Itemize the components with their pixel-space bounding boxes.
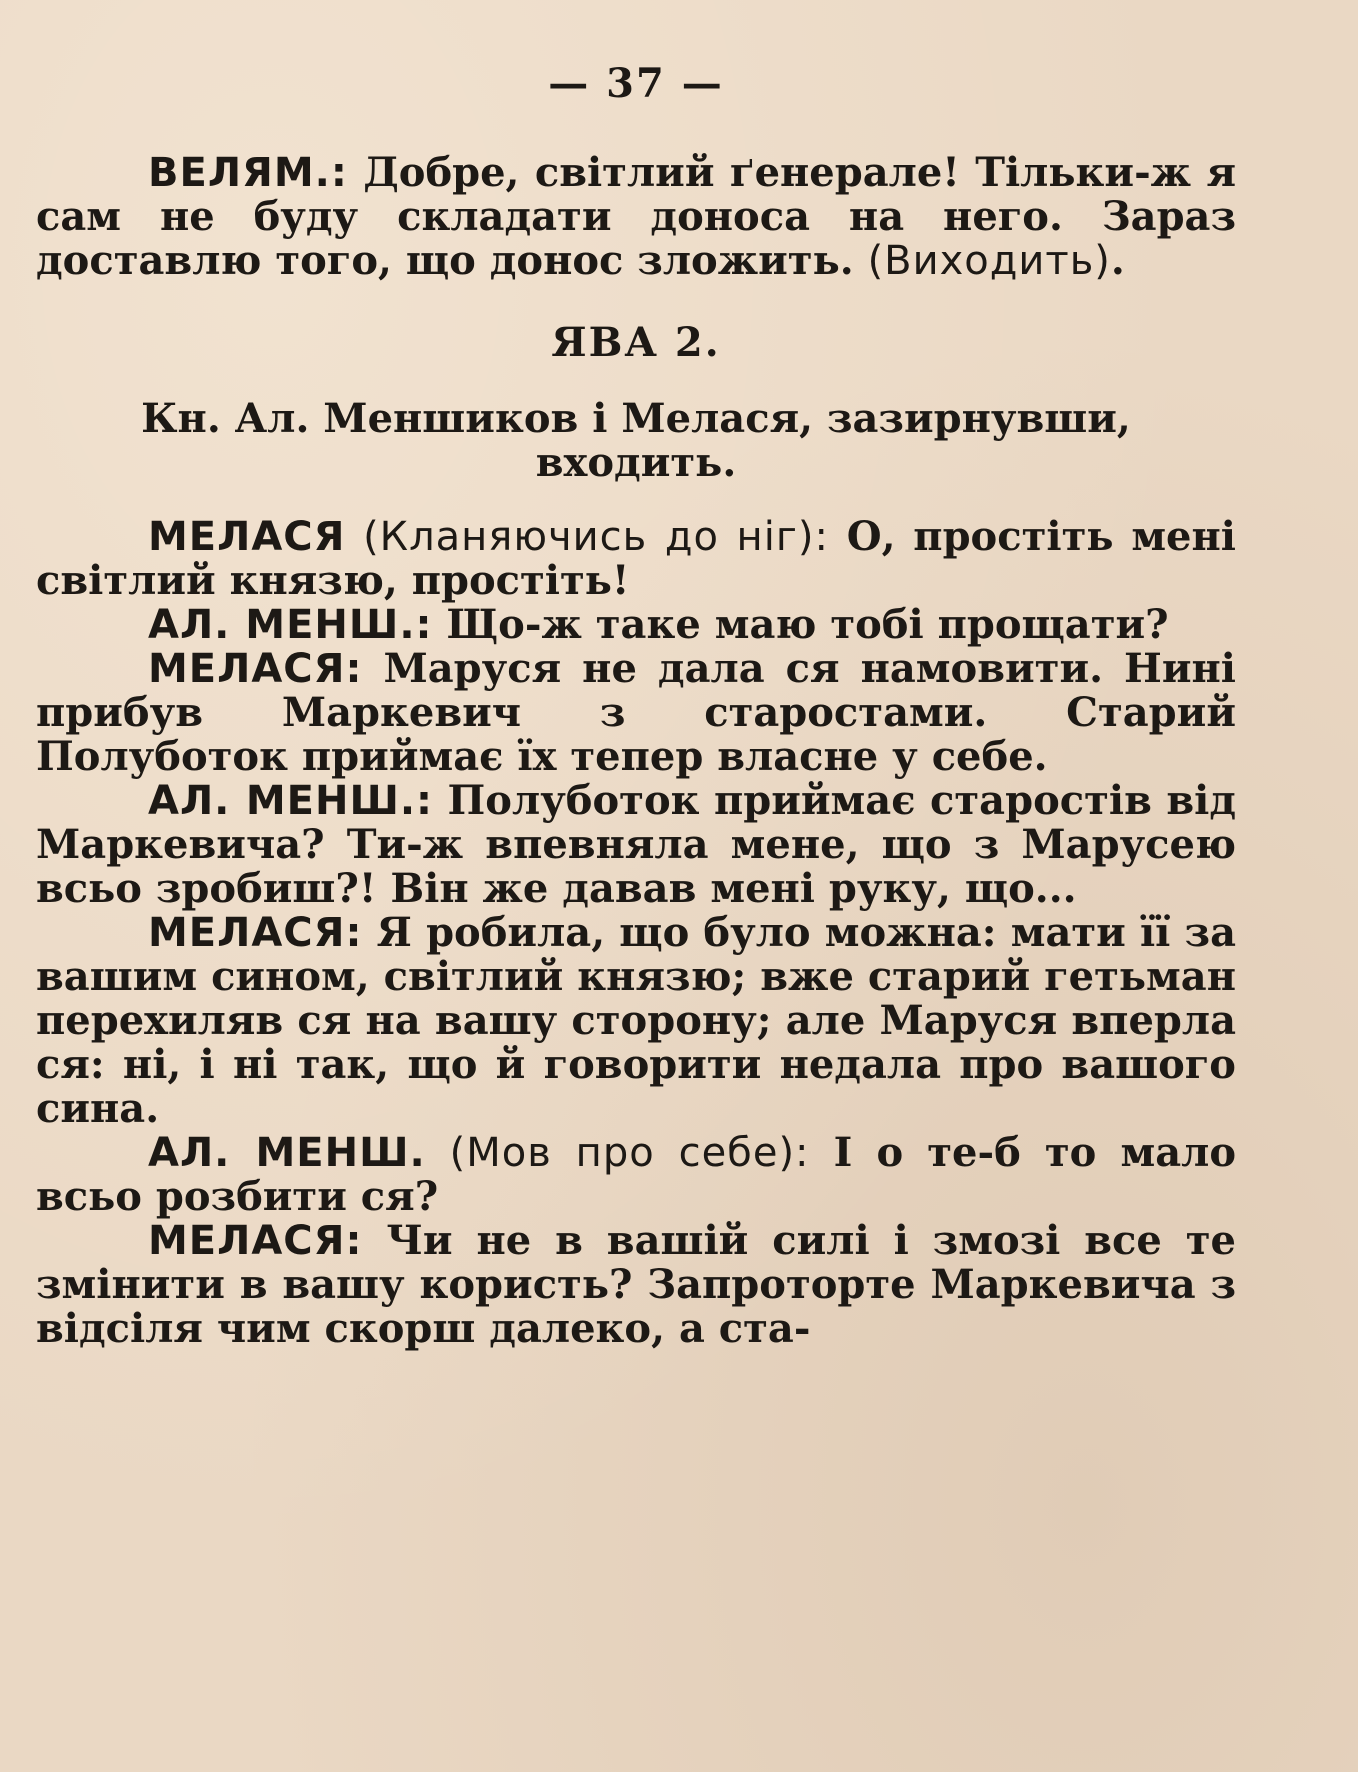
stage-direction: Кн. Ал. Меншиков і Мелася, зазирнувши, входить. [141, 395, 1131, 486]
speaker-name: ВЕЛЯМ.: [148, 150, 348, 196]
dialogue-text: Я робила, що було можна: мати її за вашим сином, світлий князю; вже старий гетьман перехиляв ся на вашу сторону; але Маруся вперла ся: ні, і ні так, що й говорити недала про вашого сина. [36, 909, 1236, 1132]
dialogue-text: О, простіть мені світлий князю, простіть! [36, 513, 1236, 604]
page-number: — 37 — [548, 60, 724, 107]
dialogue-text: Полуботок приймає старостів від Маркевича? Ти-ж впевняла мене, що з Марусею всьо зробиш?! Він же давав мені руку, що... [36, 777, 1236, 912]
stage-remark: (Виходить) [867, 238, 1111, 284]
speaker-name: МЕЛАСЯ: [148, 1218, 363, 1264]
speaker-name: МЕЛАСЯ [148, 514, 346, 560]
book-page [36, 60, 1236, 1351]
dialogue-paragraph [36, 779, 1236, 911]
speaker-name: МЕЛАСЯ: [148, 910, 363, 956]
dialogue-text: Чи не в вашій силі і змозі все те змінити в вашу користь? Запроторте Маркевича з відсіля чим скорш далеко, а ста- [36, 1217, 1236, 1352]
dialogue-paragraph [36, 647, 1236, 779]
dialogue-text: Що-ж таке маю тобі прощати? [432, 601, 1169, 648]
dialogue-text: . [1110, 237, 1125, 284]
dialogue-paragraph [36, 603, 1236, 647]
dialogue-text: І о те-б то мало всьо розбити ся? [36, 1129, 1237, 1220]
dialogue-paragraph [36, 1131, 1236, 1219]
speaker-name: АЛ. МЕНШ.: [148, 602, 433, 648]
dialogue-paragraph [36, 1219, 1236, 1351]
speaker-name: МЕЛАСЯ: [148, 646, 363, 692]
stage-remark: (Мов про себе): [425, 1130, 810, 1176]
dialogue-paragraph [36, 515, 1236, 603]
speaker-name: АЛ. МЕНШ.: [148, 778, 434, 824]
dialogue-text: Добре, світлий ґенерале! Тільки-ж я сам не буду складати доноса на него. Зараз доставлю того, що донос зложить. [36, 149, 1236, 284]
dialogue-paragraph [36, 151, 1236, 283]
dialogue-paragraph [36, 911, 1236, 1131]
dialogue-text: Маруся не дала ся намовити. Нині прибув Маркевич з старостами. Старий Полуботок приймає їх тепер власне у себе. [36, 645, 1236, 780]
speaker-name: АЛ. МЕНШ. [148, 1130, 426, 1176]
scene-title: ЯВА 2. [551, 319, 721, 366]
stage-remark: (Кланяючись до ніг): [345, 514, 829, 560]
